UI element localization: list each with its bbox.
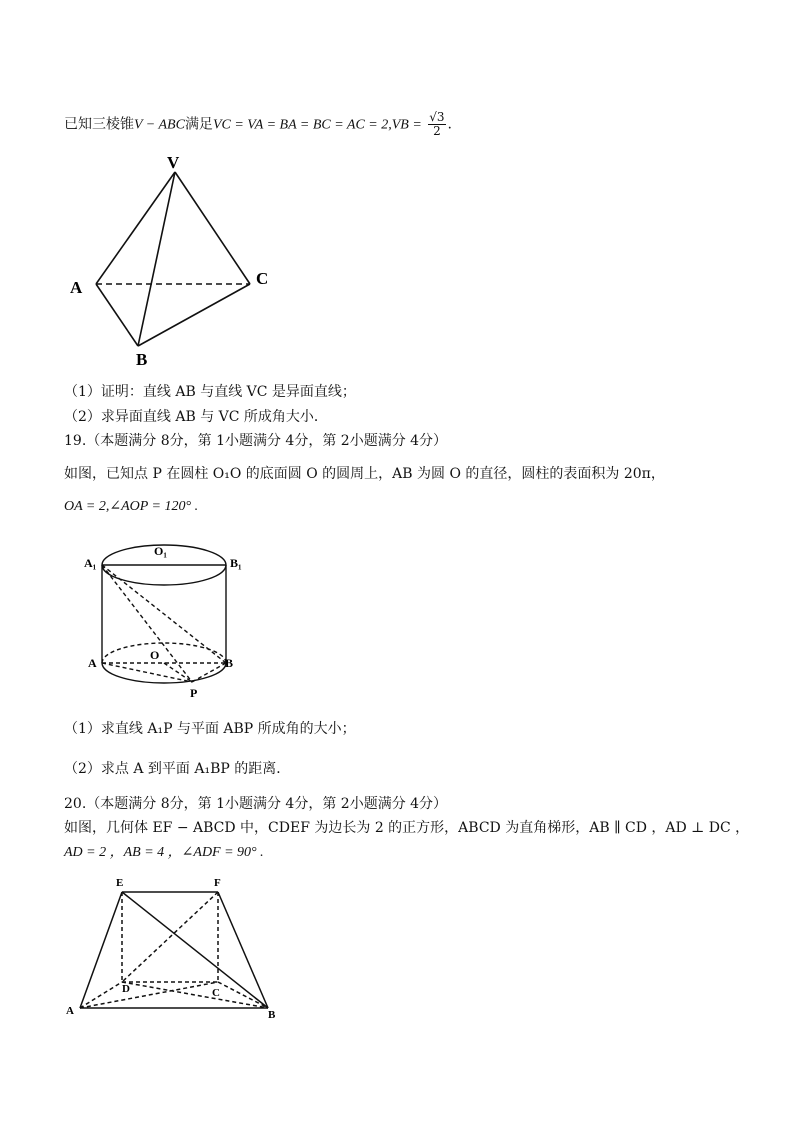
q18-part1: （1）证明：直线 AB 与直线 VC 是异面直线；	[64, 384, 356, 400]
q18-equalities: VC = VA = BA = BC = AC = 2,VB =	[212, 117, 422, 133]
q19-stem1: 如图，已知点 P 在圆柱 O₁O 的底面圆 O 的圆周上，AB 为圆 O 的直径，圆柱的表面积为 20π，	[64, 466, 665, 482]
q20-stem1: 如图，几何体 EF − ABCD 中，CDEF 为边长为 2 的正方形，ABCD 为直角梯形，AB ∥ CD ，AD ⊥ DC ，	[64, 820, 750, 836]
q18-cond-label: 满足	[184, 116, 213, 133]
q18-end: .	[447, 116, 452, 133]
label-O: O	[150, 648, 160, 662]
q18-intro-pre: 已知三棱锥	[64, 116, 134, 133]
cylinder-figure	[82, 535, 282, 710]
label-V: V	[167, 153, 180, 172]
q18-cond: V − ABC	[134, 117, 185, 133]
label-P: P	[190, 686, 198, 700]
label-A1: A₁	[84, 556, 97, 570]
q19-header: 19.（本题满分 8分，第 1小题满分 4分，第 2小题满分 4分）	[64, 433, 448, 449]
label-B1: B₁	[230, 556, 242, 570]
label-B-20: B	[268, 1009, 276, 1021]
label-O1: O₁	[154, 544, 167, 558]
label-A-20: A	[66, 1005, 74, 1017]
label-B: B	[136, 350, 148, 369]
q19-stem2: OA = 2,∠AOP = 120° .	[64, 499, 199, 514]
q19-part1: （1）求直线 A₁P 与平面 ABP 所成角的大小；	[64, 721, 356, 737]
q18-fraction	[428, 111, 445, 138]
label-A-cyl: A	[88, 656, 97, 670]
label-D: D	[122, 983, 130, 995]
label-E: E	[116, 877, 124, 889]
polyhedron-figure	[62, 872, 302, 1022]
q18-frac-num: √3	[429, 110, 445, 124]
label-F: F	[214, 877, 221, 889]
tetrahedron-figure	[60, 150, 300, 370]
q19-part2: （2）求点 A 到平面 A₁BP 的距离．	[64, 761, 291, 777]
q18-frac-den: 2	[433, 124, 441, 138]
label-C-20: C	[212, 987, 220, 999]
label-C: C	[256, 269, 269, 288]
q20-header: 20.（本题满分 8分，第 1小题满分 4分，第 2小题满分 4分）	[64, 796, 448, 812]
label-B-cyl: B	[225, 656, 234, 670]
label-A: A	[70, 278, 83, 297]
q18-part2: （2）求异面直线 AB 与 VC 所成角大小．	[64, 409, 328, 425]
q18-intro	[64, 111, 452, 138]
q20-stem2: AD = 2 ，AB = 4 ，∠ADF = 90° .	[64, 845, 264, 860]
